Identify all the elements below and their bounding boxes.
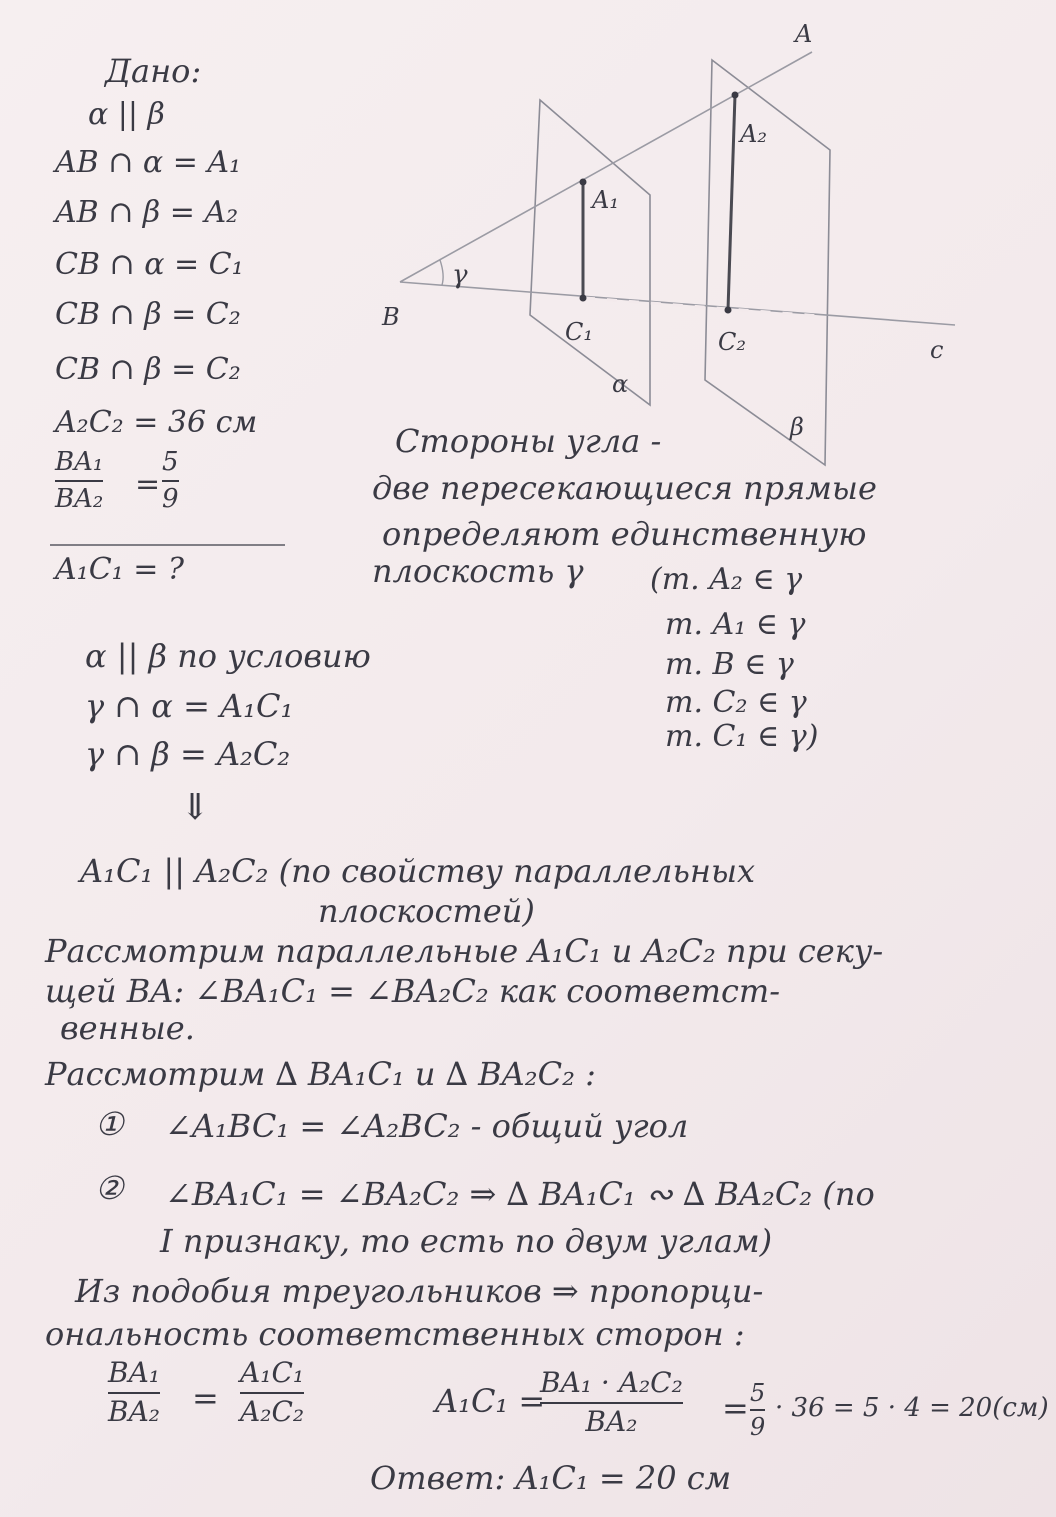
reasoning-line-3: γ ∩ β = A₂C₂	[85, 735, 291, 773]
reasoning-line-8: венные.	[60, 1009, 195, 1047]
reasoning-line-11: Из подобия треугольников ⇒ пропорци-	[75, 1272, 764, 1310]
final-five-ninths	[750, 1380, 765, 1441]
final-ratio-right-num: A₁C₁	[240, 1356, 305, 1389]
membership-4: т. C₂ ∈ γ	[665, 685, 807, 720]
final-five-ninths-num: 5	[750, 1379, 766, 1407]
final-formula-den: BA₂	[585, 1404, 638, 1438]
given-line-4: CB ∩ α = C₁	[55, 247, 244, 282]
membership-3: т. B ∈ γ	[665, 647, 794, 682]
given-ratio-den: BA₂	[55, 483, 104, 514]
label-angle: γ	[452, 260, 468, 290]
reasoning-line-4: A₁C₁ || A₂C₂ (по свойству параллельных	[80, 852, 756, 890]
final-tail: · 36 = 5 · 4 = 20(см)	[775, 1393, 1049, 1423]
implies-arrow: ⇓	[180, 787, 211, 828]
step-2-number: ②	[95, 1169, 124, 1207]
given-title: Дано:	[105, 52, 202, 90]
given-ratio-value	[162, 448, 179, 513]
given-line-6: CB ∩ β = C₂	[55, 352, 241, 387]
given-ratio	[55, 448, 103, 513]
reasoning-line-2: γ ∩ α = A₁C₁	[85, 687, 294, 725]
answer-line: Ответ: A₁C₁ = 20 см	[370, 1459, 732, 1497]
reasoning-line-9: Рассмотрим ∆ BA₁C₁ и ∆ BA₂C₂ :	[45, 1055, 596, 1093]
final-ratio-left-den: BA₂	[108, 1394, 161, 1428]
label-a: A	[795, 20, 813, 48]
reasoning-line-7: щей BA: ∠BA₁C₁ = ∠BA₂C₂ как соответст-	[45, 972, 781, 1010]
explanation-line-3: определяют единственную	[382, 515, 867, 553]
reasoning-line-5: плоскостей)	[318, 892, 535, 930]
final-ratio-left-num: BA₁	[108, 1356, 161, 1389]
point-a1-dot	[580, 179, 587, 186]
given-ratio-value-den: 9	[162, 483, 179, 514]
label-c2: C₂	[718, 328, 746, 356]
explanation-line-4: плоскость γ	[372, 552, 584, 590]
given-ratio-eq: =	[135, 467, 161, 502]
given-line-1: α || β	[88, 97, 165, 132]
explanation-line-2: две пересекающиеся прямые	[372, 469, 877, 507]
given-line-5: CB ∩ β = C₂	[55, 297, 241, 332]
final-ratio-right-den: A₂C₂	[240, 1394, 305, 1428]
label-c: c	[930, 336, 944, 364]
label-b: B	[382, 303, 400, 331]
plane-beta	[705, 60, 830, 465]
given-ratio-value-num: 5	[162, 447, 179, 477]
step-1-text: ∠A₁BC₁ = ∠A₂BC₂ - общий угол	[165, 1107, 689, 1145]
given-line-7: A₂C₂ = 36 см	[55, 405, 258, 440]
reasoning-line-6: Рассмотрим параллельные A₁C₁ и A₂C₂ при секу-	[45, 932, 884, 970]
final-equals-1: =	[192, 1379, 219, 1417]
given-line-3: AB ∩ β = A₂	[55, 195, 239, 230]
final-ratio-left	[108, 1358, 160, 1428]
point-c1-dot	[580, 295, 587, 302]
ray-bc-hidden	[585, 298, 820, 316]
membership-1: (т. A₂ ∈ γ	[650, 562, 803, 597]
final-five-ninths-den: 9	[750, 1413, 766, 1442]
angle-arc	[440, 260, 443, 285]
ray-ba	[400, 52, 812, 282]
point-a2-dot	[732, 92, 739, 99]
step-1-number: ①	[95, 1105, 124, 1143]
reasoning-line-10: I признаку, то есть по двум углам)	[160, 1222, 773, 1260]
segment-a2c2	[728, 95, 735, 310]
reasoning-line-1: α || β по условию	[85, 637, 371, 675]
final-formula	[540, 1368, 683, 1438]
explanation-line-1: Стороны угла -	[395, 422, 662, 460]
membership-2: т. A₁ ∈ γ	[665, 607, 806, 642]
label-c1: C₁	[565, 318, 593, 346]
final-ratio-right	[240, 1358, 304, 1428]
label-a2: A₂	[740, 120, 767, 148]
given-ratio-num: BA₁	[55, 447, 104, 477]
final-lhs: A₁C₁ =	[435, 1382, 546, 1420]
final-equals-2: =	[722, 1389, 749, 1427]
reasoning-line-12: ональность соответственных сторон :	[45, 1315, 745, 1353]
given-line-2: AB ∩ α = A₁	[55, 145, 242, 180]
membership-5: т. C₁ ∈ γ)	[665, 719, 819, 754]
point-c2-dot	[725, 307, 732, 314]
label-beta: β	[790, 413, 804, 441]
label-alpha: α	[612, 370, 629, 398]
ray-bc	[400, 282, 955, 325]
find-line: A₁C₁ = ?	[55, 552, 184, 587]
step-2-text: ∠BA₁C₁ = ∠BA₂C₂ ⇒ ∆ BA₁C₁ ∾ ∆ BA₂C₂ (по	[165, 1175, 875, 1213]
label-a1: A₁	[592, 186, 619, 214]
final-formula-num: BA₁ · A₂C₂	[540, 1366, 683, 1399]
plane-alpha	[530, 100, 650, 405]
